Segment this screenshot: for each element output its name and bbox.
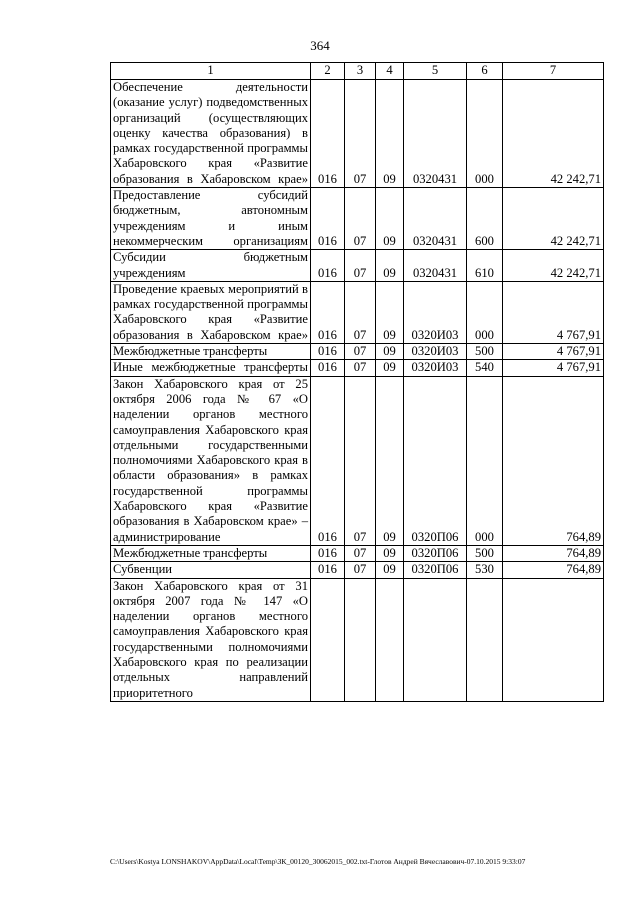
table-row <box>111 360 604 376</box>
row-name: Межбюджетные трансферты <box>111 545 311 561</box>
cell-subsection: 09 <box>376 562 404 578</box>
cell-subsection: 09 <box>376 250 404 282</box>
table-row <box>111 250 604 282</box>
row-name: Закон Хабаровского края от 25 октября 2006 года № 67 «О наделении органов местного самоуправления Хабаровского края отдельными государственными полномочиями Хабаровского края в области образования» в рамках государственной программы Хабаровского края «Развитие образования в Хабаровском крае» – администрирование <box>111 376 311 545</box>
cell-amount: 764,89 <box>503 562 604 578</box>
row-name: Иные межбюджетные трансферты <box>111 360 311 376</box>
cell-target-code: 0320431 <box>404 250 467 282</box>
cell-section: 07 <box>345 376 376 545</box>
cell-admin-code: 016 <box>311 250 345 282</box>
row-name: Субвенции <box>111 562 311 578</box>
table-row <box>111 578 604 701</box>
cell-expense-type: 500 <box>467 344 503 360</box>
cell-target-code: 0320И03 <box>404 344 467 360</box>
cell-expense-type: 530 <box>467 562 503 578</box>
cell-subsection <box>376 578 404 701</box>
cell-admin-code: 016 <box>311 562 345 578</box>
table-row <box>111 80 604 188</box>
page-number: 364 <box>310 38 330 53</box>
cell-admin-code: 016 <box>311 344 345 360</box>
table-row <box>111 344 604 360</box>
cell-subsection: 09 <box>376 360 404 376</box>
cell-subsection: 09 <box>376 545 404 561</box>
cell-subsection: 09 <box>376 344 404 360</box>
cell-target-code: 0320П06 <box>404 562 467 578</box>
cell-target-code: 0320И03 <box>404 281 467 343</box>
cell-amount: 42 242,71 <box>503 80 604 188</box>
cell-expense-type: 540 <box>467 360 503 376</box>
cell-admin-code <box>311 578 345 701</box>
table-row <box>111 188 604 250</box>
cell-section: 07 <box>345 562 376 578</box>
column-header: 2 <box>311 63 345 80</box>
row-name: Проведение краевых мероприятий в рамках государственной программы Хабаровского края «Развитие образования в Хабаровском крае» <box>111 281 311 343</box>
cell-amount: 764,89 <box>503 376 604 545</box>
table-row <box>111 281 604 343</box>
cell-target-code: 0320431 <box>404 80 467 188</box>
row-name: Предоставление субсидий бюджетным, автономным учреждениям и иным некоммерческим организациям <box>111 188 311 250</box>
cell-expense-type: 610 <box>467 250 503 282</box>
column-header: 4 <box>376 63 404 80</box>
column-header: 7 <box>503 63 604 80</box>
table-row <box>111 376 604 545</box>
cell-subsection: 09 <box>376 188 404 250</box>
row-name: Субсидии бюджетным учреждениям <box>111 250 311 282</box>
cell-section: 07 <box>345 344 376 360</box>
cell-expense-type: 500 <box>467 545 503 561</box>
cell-target-code: 0320П06 <box>404 545 467 561</box>
budget-table <box>110 62 604 702</box>
cell-amount <box>503 578 604 701</box>
cell-expense-type: 000 <box>467 80 503 188</box>
table-row <box>111 562 604 578</box>
cell-admin-code: 016 <box>311 80 345 188</box>
column-header: 6 <box>467 63 503 80</box>
cell-target-code: 0320431 <box>404 188 467 250</box>
row-name: Межбюджетные трансферты <box>111 344 311 360</box>
cell-amount: 764,89 <box>503 545 604 561</box>
cell-section <box>345 578 376 701</box>
cell-admin-code: 016 <box>311 360 345 376</box>
cell-section: 07 <box>345 188 376 250</box>
cell-amount: 4 767,91 <box>503 360 604 376</box>
cell-section: 07 <box>345 80 376 188</box>
cell-amount: 42 242,71 <box>503 250 604 282</box>
table-row <box>111 545 604 561</box>
column-header: 3 <box>345 63 376 80</box>
cell-target-code: 0320П06 <box>404 376 467 545</box>
column-header: 1 <box>111 63 311 80</box>
cell-expense-type: 000 <box>467 376 503 545</box>
row-name: Обеспечение деятельности (оказание услуг) подведомственных организаций (осуществляющих оценку качества образования) в рамках государственной программы Хабаровского края «Развитие образования в Хабаровском крае» <box>111 80 311 188</box>
cell-admin-code: 016 <box>311 545 345 561</box>
cell-section: 07 <box>345 545 376 561</box>
column-header: 5 <box>404 63 467 80</box>
cell-amount: 4 767,91 <box>503 344 604 360</box>
cell-admin-code: 016 <box>311 188 345 250</box>
cell-admin-code: 016 <box>311 281 345 343</box>
cell-subsection: 09 <box>376 376 404 545</box>
table-header-row <box>111 63 604 80</box>
cell-amount: 42 242,71 <box>503 188 604 250</box>
cell-target-code <box>404 578 467 701</box>
cell-section: 07 <box>345 360 376 376</box>
cell-admin-code: 016 <box>311 376 345 545</box>
cell-section: 07 <box>345 250 376 282</box>
cell-expense-type: 000 <box>467 281 503 343</box>
cell-subsection: 09 <box>376 80 404 188</box>
cell-section: 07 <box>345 281 376 343</box>
cell-target-code: 0320И03 <box>404 360 467 376</box>
cell-amount: 4 767,91 <box>503 281 604 343</box>
cell-expense-type <box>467 578 503 701</box>
cell-expense-type: 600 <box>467 188 503 250</box>
cell-subsection: 09 <box>376 281 404 343</box>
row-name: Закон Хабаровского края от 31 октября 2007 года № 147 «О наделении органов местного самоуправления Хабаровского края государственными полномочиями Хабаровского края по реализации отдельных направлений приоритетного <box>111 578 311 701</box>
file-path-footer: C:\Users\Kostya LONSHAKOV\AppData\Local\Temp\ЗК_00120_30062015_002.txt-Глотов Андрей Вячеславович-07.10.2015 9:33:07 <box>110 857 526 866</box>
